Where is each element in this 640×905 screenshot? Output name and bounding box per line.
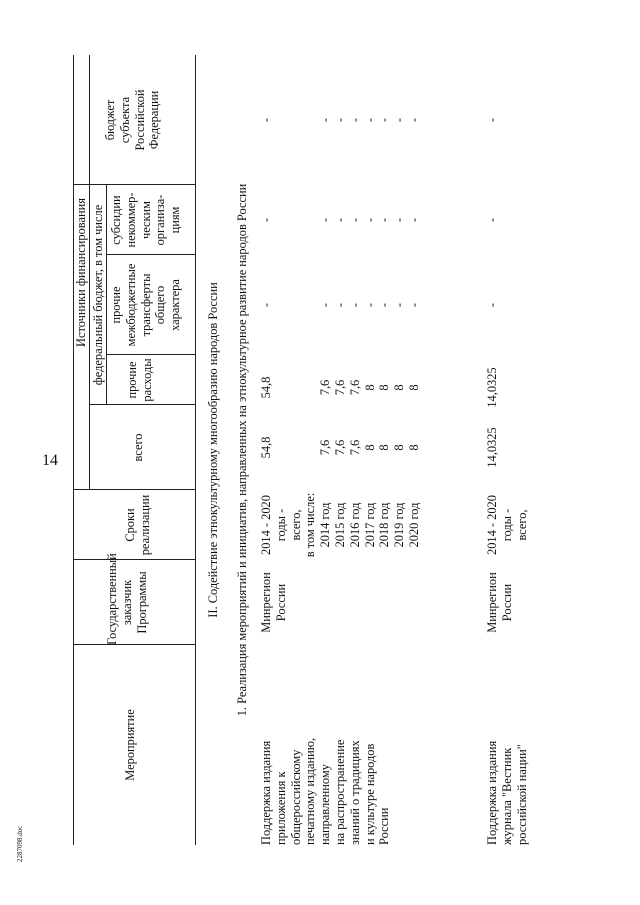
header-transfers: трансферты (138, 273, 153, 337)
header-subsidies: организа- (153, 194, 168, 246)
row-regional: - (347, 117, 362, 123)
row-total: 8 (407, 444, 421, 451)
row-event: направленному (318, 764, 333, 845)
subsection-title: 1. Реализация мероприятий и инициатив, направленных на этнокультурное развитие народов России (235, 183, 249, 717)
header-customer: Государственный (105, 553, 119, 645)
row-term: 2014 - 2020 (485, 495, 499, 555)
row-other-expenses: 7,6 (347, 379, 362, 396)
row-total: 7,6 (333, 439, 347, 456)
header-transfers: общего (153, 285, 168, 325)
row-term: 2015 год (333, 502, 347, 548)
row-event: России (377, 807, 392, 845)
row-subsidies: - (485, 217, 499, 223)
row-total: 7,6 (347, 439, 362, 456)
header-customer: заказчик (119, 579, 134, 626)
row-regional: - (407, 117, 421, 123)
header-funding-sources: Источники финансирования (74, 198, 88, 347)
row-other-expenses: 54,8 (259, 376, 273, 399)
header-regional: Российской (132, 89, 147, 151)
row-term: 2020 год (407, 502, 421, 548)
header-subsidies: ческим (138, 200, 153, 240)
row-event: знаний о традициях (347, 740, 362, 845)
row-other-expenses: 8 (392, 384, 407, 391)
row-transfers: - (377, 302, 392, 308)
row-customer: России (499, 583, 514, 622)
document-id: 2287098.doc (16, 825, 24, 862)
row-total: 8 (377, 444, 392, 451)
header-subsidies: некоммер- (123, 192, 138, 248)
header-regional: Федерации (147, 90, 162, 150)
row-term: в том числе: (303, 492, 318, 558)
row-term: 2014 - 2020 (259, 495, 273, 555)
row-subsidies: - (392, 217, 407, 223)
row-term: всего, (514, 509, 529, 541)
row-other-expenses: 7,6 (333, 379, 347, 396)
row-total: 8 (392, 444, 407, 451)
row-subsidies: - (333, 217, 347, 223)
row-transfers: - (318, 302, 333, 308)
row-customer: Минрегион (259, 572, 273, 633)
row-other-expenses: 7,6 (318, 379, 333, 396)
row-term: годы - (499, 508, 514, 542)
row-total: 7,6 (318, 439, 333, 456)
header-term: Сроки (123, 508, 137, 542)
row-term: 2014 год (318, 502, 333, 548)
row-event: на распространение (333, 739, 347, 845)
row-other-expenses: 8 (377, 384, 392, 391)
row-regional: - (362, 117, 377, 123)
row-total: 54,8 (259, 436, 273, 459)
row-other-expenses: 8 (407, 384, 421, 391)
row-transfers: - (362, 302, 377, 308)
section-title: II. Содействие этнокультурному многообразию народов России (206, 282, 220, 618)
budget-table (73, 55, 640, 845)
header-other-expenses: расходы (139, 358, 154, 402)
row-transfers: - (333, 302, 347, 308)
row-event: приложения к (273, 771, 288, 845)
row-customer: Минрегион (485, 572, 499, 633)
header-subsidies: циям (168, 206, 183, 234)
header-customer: Программы (134, 571, 149, 634)
header-regional: субъекта (117, 96, 132, 144)
header-transfers: межбюджетные (123, 263, 138, 347)
row-term: 2017 год (362, 502, 377, 548)
row-transfers: - (259, 302, 273, 308)
row-event: журнала "Вестник (499, 747, 514, 845)
row-event: российской нации" (514, 744, 529, 845)
row-event: общероссийскому (288, 749, 303, 845)
header-transfers: прочие (109, 286, 123, 324)
funding-header-divider (89, 55, 90, 490)
row-subsidies: - (259, 217, 273, 223)
row-transfers: - (392, 302, 407, 308)
row-other-expenses: 8 (362, 384, 377, 391)
page-number: 14 (42, 452, 58, 469)
row-transfers: - (485, 302, 499, 308)
row-regional: - (259, 117, 273, 123)
row-regional: - (333, 117, 347, 123)
row-total: 14,0325 (485, 427, 499, 468)
table-header-bottom-border (195, 55, 196, 845)
federal-header-divider (106, 185, 107, 405)
row-other-expenses: 14,0325 (485, 367, 499, 408)
header-term: реализации (137, 494, 152, 556)
header-regional: бюджет (103, 99, 117, 141)
header-event: Мероприятие (123, 709, 137, 781)
header-other-expenses: прочие (125, 361, 139, 399)
row-term: 2019 год (392, 502, 407, 548)
row-event: Поддержка издания (485, 740, 499, 845)
row-transfers: - (347, 302, 362, 308)
row-term: 2018 год (377, 502, 392, 548)
row-customer: России (273, 583, 288, 622)
row-transfers: - (407, 302, 421, 308)
row-regional: - (485, 117, 499, 123)
row-subsidies: - (407, 217, 421, 223)
row-subsidies: - (362, 217, 377, 223)
row-subsidies: - (347, 217, 362, 223)
row-event: и культуре народов (362, 743, 377, 845)
header-federal-budget: федеральный бюджет, в том числе (91, 204, 105, 386)
row-event: Поддержка издания (259, 740, 273, 845)
header-transfers: характера (168, 279, 183, 331)
row-subsidies: - (377, 217, 392, 223)
row-regional: - (392, 117, 407, 123)
row-total: 8 (362, 444, 377, 451)
row-term: 2016 год (347, 502, 362, 548)
row-term: годы - (273, 508, 288, 542)
row-regional: - (377, 117, 392, 123)
row-subsidies: - (318, 217, 333, 223)
row-event: печатному изданию, (303, 737, 318, 845)
rotated-table (73, 55, 529, 845)
row-regional: - (318, 117, 333, 123)
row-term: всего, (288, 509, 303, 541)
header-subsidies: субсидии (109, 195, 123, 245)
header-total: всего (131, 433, 145, 462)
